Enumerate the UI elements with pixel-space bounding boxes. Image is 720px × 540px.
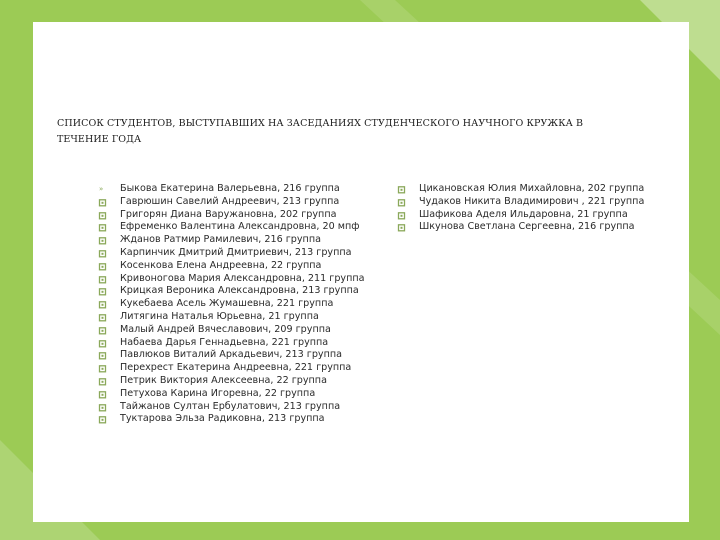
student-list-item: [98, 221, 388, 234]
square-bullet-icon: [98, 327, 108, 335]
student-list-item: [397, 221, 697, 234]
square-bullet-icon: [98, 340, 108, 348]
student-name: Кукебаева Асель Жумашевна, 221 группа: [120, 298, 334, 310]
square-bullet-icon: [98, 301, 108, 309]
square-bullet-icon: [98, 391, 108, 399]
student-list-item: [98, 196, 388, 209]
student-name: Петухова Карина Игоревна, 22 группа: [120, 387, 316, 399]
student-list-item: [98, 337, 388, 350]
student-list-item: [98, 324, 388, 337]
student-list-right: [397, 183, 697, 234]
square-bullet-icon: [397, 186, 407, 194]
student-name: Шафикова Аделя Ильдаровна, 21 группа: [419, 208, 628, 220]
student-name: Григорян Диана Варужановна, 202 группа: [120, 208, 337, 220]
square-bullet-icon: [98, 237, 108, 245]
square-bullet-icon: [98, 199, 108, 207]
student-list-item: [397, 196, 697, 209]
student-name: Тайжанов Султан Ербулатович, 213 группа: [120, 400, 341, 412]
square-bullet-icon: [397, 199, 407, 207]
student-name: Чудаков Никита Владимирович , 221 группа: [419, 195, 645, 207]
student-list-item: [98, 247, 388, 260]
square-bullet-icon: [397, 224, 407, 232]
student-list-left: [98, 183, 388, 426]
student-name: Шкунова Светлана Сергеевна, 216 группа: [419, 221, 635, 233]
student-name: Цикановская Юлия Михайловна, 202 группа: [419, 183, 645, 194]
square-bullet-icon: [98, 250, 108, 258]
student-list-item: [397, 183, 697, 196]
student-name: Жданов Ратмир Рамилевич, 216 группа: [120, 234, 321, 246]
student-list-item: [98, 388, 388, 401]
student-list-item: [98, 260, 388, 273]
square-bullet-icon: [98, 378, 108, 386]
square-bullet-icon: [98, 263, 108, 271]
student-list-item: [98, 413, 388, 426]
square-bullet-icon: [98, 212, 108, 220]
student-list-item: [98, 401, 388, 414]
square-bullet-icon: [98, 416, 108, 424]
square-bullet-icon: [98, 404, 108, 412]
square-bullet-icon: [98, 288, 108, 296]
student-list-item: [98, 349, 388, 362]
student-name: Перехрест Екатерина Андреевна, 221 группа: [120, 362, 352, 374]
student-name: Косенкова Елена Андреевна, 22 группа: [120, 259, 322, 271]
student-name: Туктарова Эльза Радиковна, 213 группа: [120, 413, 325, 425]
student-name: Малый Андрей Вячеславович, 209 группа: [120, 323, 331, 335]
square-bullet-icon: [98, 276, 108, 284]
student-list-item: [98, 362, 388, 375]
dash-bullet-icon: »: [99, 185, 104, 193]
student-list-item: [98, 375, 388, 388]
student-name: Петрик Виктория Алексеевна, 22 группа: [120, 374, 327, 386]
student-list-item: [98, 209, 388, 222]
student-name: Литягина Наталья Юрьевна, 21 группа: [120, 310, 319, 322]
square-bullet-icon: [98, 314, 108, 322]
student-name: Ефременко Валентина Александровна, 20 мпф: [120, 221, 360, 233]
student-list-item: [98, 234, 388, 247]
student-list-item: [98, 311, 388, 324]
student-name: Карпинчик Дмитрий Дмитриевич, 213 группа: [120, 246, 352, 258]
square-bullet-icon: [98, 352, 108, 360]
student-name: Гаврюшин Савелий Андреевич, 213 группа: [120, 195, 340, 207]
slide-title: СПИСОК СТУДЕНТОВ, ВЫСТУПАВШИХ НА ЗАСЕДАНИЯХ СТУДЕНЧЕСКОГО НАУЧНОГО КРУЖКА В ТЕЧЕНИЕ ГОДА: [57, 118, 584, 145]
square-bullet-icon: [98, 365, 108, 373]
square-bullet-icon: [397, 212, 407, 220]
student-name: Павлюков Виталий Аркадьевич, 213 группа: [120, 349, 343, 361]
student-list-item: [397, 209, 697, 222]
student-list-item: [98, 285, 388, 298]
student-name: Крицкая Вероника Александровна, 213 группа: [120, 285, 359, 297]
student-name: Кривоногова Мария Александровна, 211 группа: [120, 272, 365, 284]
student-list-item: [98, 183, 388, 196]
student-name: Набаева Дарья Геннадьевна, 221 группа: [120, 336, 329, 348]
square-bullet-icon: [98, 224, 108, 232]
student-list-item: [98, 298, 388, 311]
student-list-item: [98, 273, 388, 286]
student-name: Быкова Екатерина Валерьевна, 216 группа: [120, 183, 340, 194]
